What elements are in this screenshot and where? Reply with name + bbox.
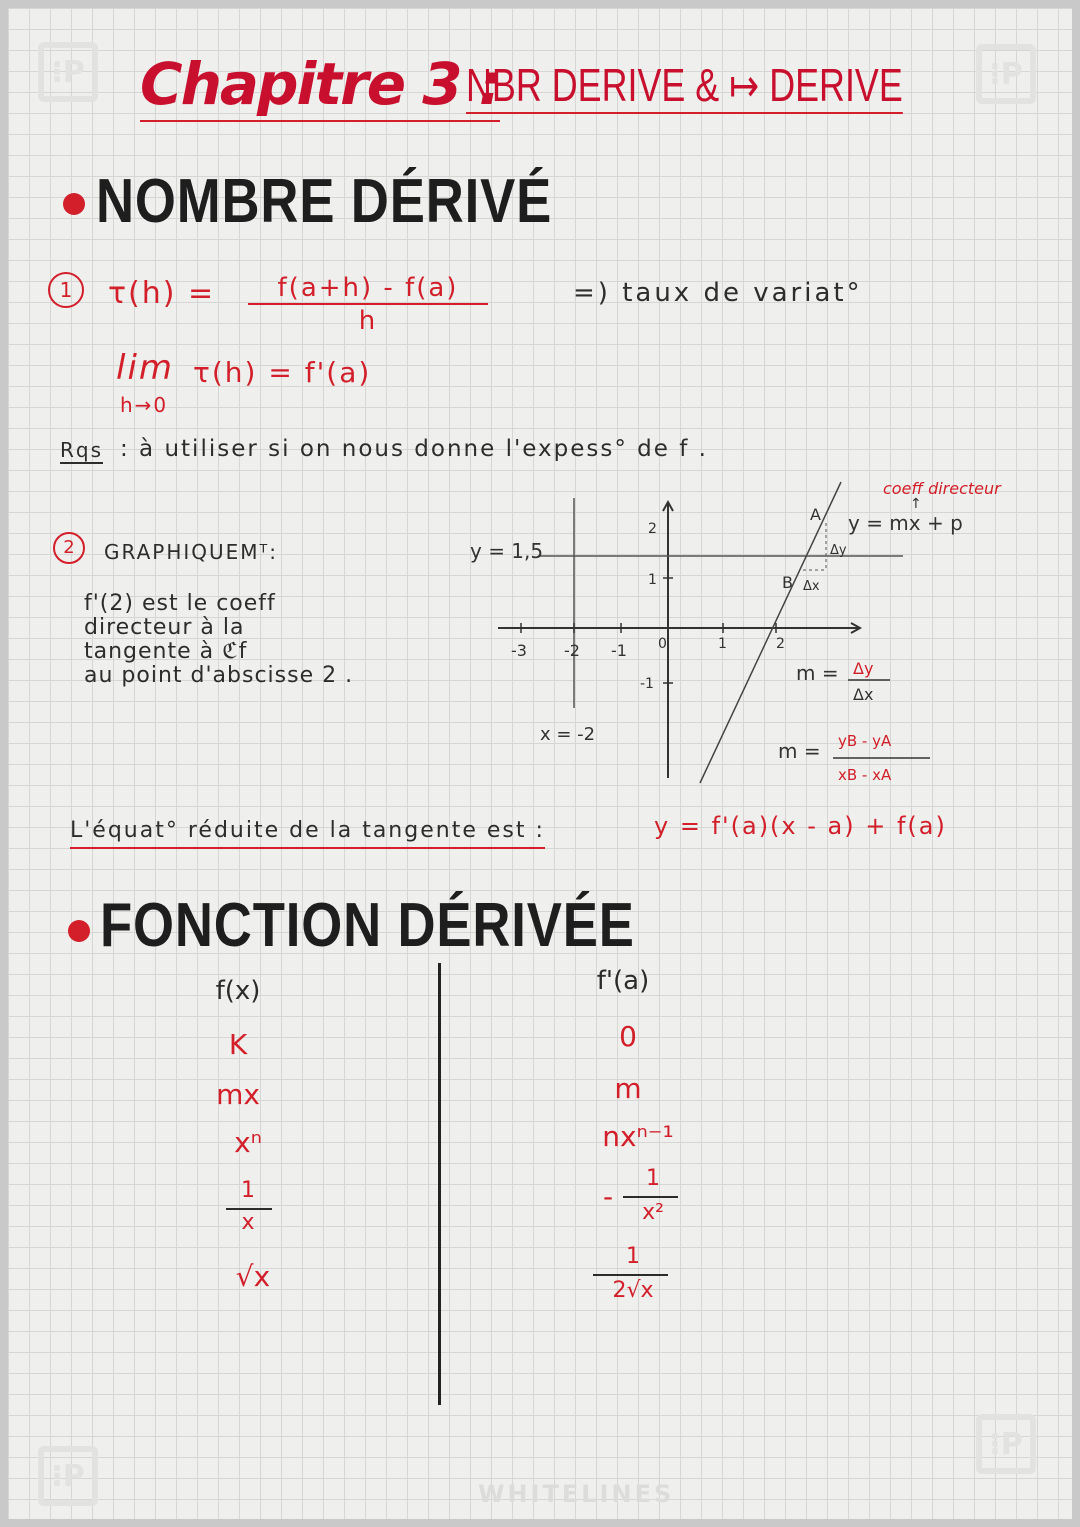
item1-number: 1 — [48, 272, 84, 308]
df-row-1: 0 — [619, 1020, 637, 1053]
graph-xtick-label: 2 — [776, 636, 785, 652]
f-row-4-num: 1 — [241, 1178, 255, 1203]
footer-watermark: WHITELINES — [478, 1480, 675, 1508]
corner-logo-top-right: ⁝P — [976, 44, 1036, 104]
item2-line-3: tangente à ℭf — [84, 639, 248, 664]
graph-xtick-label: 0 — [658, 636, 667, 652]
graph-m1-numerator: Δy — [853, 659, 874, 678]
lim-sub: h→0 — [120, 393, 169, 417]
section2-heading: FONCTION DÉRIVÉE — [100, 891, 635, 960]
item2-heading: GRAPHIQUEMᵀ: — [104, 540, 278, 564]
f-row-5: √x — [235, 1260, 271, 1293]
df-row-5-num: 1 — [626, 1244, 640, 1269]
graph-m2-denominator: xB - xA — [838, 766, 892, 784]
item2-line-4: au point d'abscisse 2 . — [84, 663, 354, 688]
chapter-subtitle: NBR DERIVE & ↦ DERIVE — [466, 58, 903, 114]
graph-point-a: A — [810, 505, 821, 524]
df-row-3: nxⁿ⁻¹ — [602, 1120, 674, 1153]
graph-ytick-label: -1 — [640, 676, 654, 692]
graph-xtick-label: 1 — [718, 636, 727, 652]
section1-bullet — [63, 193, 85, 215]
item2-line-1: f'(2) est le coeff — [84, 591, 276, 616]
f-row-1: K — [228, 1028, 248, 1061]
section2-bullet — [68, 920, 90, 942]
graph-m-label-2: m = — [778, 739, 821, 763]
corner-logo-top-left: ⁝P — [38, 42, 98, 102]
graph-xtick-label: -2 — [564, 641, 580, 660]
graph-point-b: B — [782, 573, 793, 592]
f-row-2: mx — [216, 1078, 260, 1111]
lim-rhs: τ(h) = f'(a) — [193, 356, 372, 389]
df-row-5-den: 2√x — [612, 1278, 654, 1303]
graph-m1-denominator: Δx — [853, 685, 874, 704]
df-row-5-bar — [593, 1274, 668, 1276]
tangent-equation: y = f'(a)(x - a) + f(a) — [654, 812, 947, 840]
section1-heading: NOMBRE DÉRIVÉ — [96, 167, 553, 236]
tangent-graph — [458, 478, 1058, 798]
graph-m2-numerator: yB - yA — [838, 732, 892, 750]
notebook-page — [8, 8, 1072, 1519]
graph-line-equation: y = mx + p — [848, 511, 963, 535]
tau-numerator: f(a+h) - f(a) — [248, 273, 488, 305]
graph-ytick-label: 2 — [648, 521, 657, 537]
item2-description — [84, 592, 353, 688]
tau-denominator: h — [358, 306, 378, 336]
table-divider — [438, 963, 441, 1405]
f-row-4-den: x — [241, 1210, 255, 1235]
taux-note: =) taux de variat° — [573, 278, 863, 308]
df-row-4-den: x² — [642, 1200, 664, 1225]
chapter-title: Chapitre 3 : — [140, 50, 500, 122]
graph-tangent-line — [700, 482, 841, 783]
graph-ytick-label: 1 — [648, 572, 657, 588]
corner-logo-bottom-right: ⁝P — [976, 1414, 1036, 1474]
graph-xtick-label: -3 — [511, 641, 527, 660]
lim-text: lim — [116, 348, 175, 388]
graph-coef-note: coeff directeur — [883, 479, 1001, 498]
f-row-3: xⁿ — [234, 1126, 262, 1159]
df-row-4-bar — [623, 1196, 678, 1198]
graph-m-label-1: m = — [796, 661, 839, 685]
graph-label-y: y = 1,5 — [470, 539, 544, 563]
item2-number: 2 — [53, 532, 85, 564]
df-row-4-sign: - — [602, 1180, 614, 1213]
df-row-2: m — [614, 1072, 642, 1105]
tau-lhs: τ(h) = — [108, 276, 216, 311]
graph-xtick-label: -1 — [611, 641, 627, 660]
remark-text: : à utiliser si on nous donne l'expess° de f . — [120, 436, 708, 462]
table-header-f: f(x) — [215, 976, 261, 1006]
item2-line-2: directeur à la — [84, 615, 245, 640]
remark-label: Rqs — [60, 438, 104, 462]
graph-coef-arrow: ↑ — [910, 496, 922, 512]
graph-dy-label: Δy — [830, 543, 847, 558]
table-header-df: f'(a) — [596, 966, 650, 996]
df-row-4-num: 1 — [646, 1166, 660, 1191]
tangent-eq-label: L'équat° réduite de la tangente est : — [70, 818, 545, 849]
graph-label-x: x = -2 — [540, 724, 596, 745]
corner-logo-bottom-left: ⁝P — [38, 1446, 98, 1506]
graph-dx-label: Δx — [803, 579, 820, 594]
